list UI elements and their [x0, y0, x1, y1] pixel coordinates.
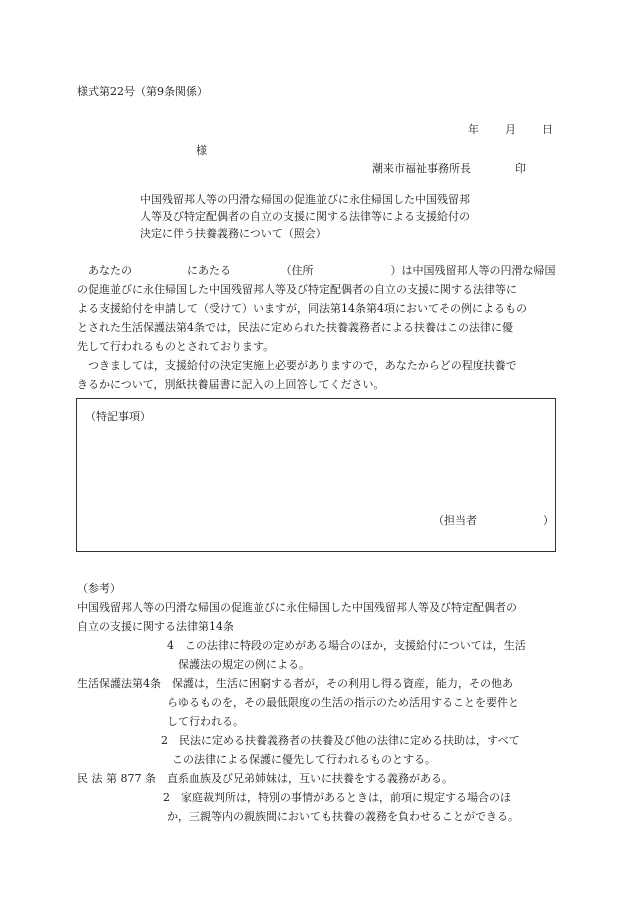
- body-line: つきましては，支援給付の決定実施上必要がありますので，あなたからどの程度扶養で: [77, 359, 517, 372]
- body-line: の促進並びに永住帰国した中国残留邦人等及び特定配偶者の自立の支援に関する法律等に: [77, 283, 517, 296]
- addressee-suffix: 様: [196, 144, 207, 157]
- law-name-line: 中国残留邦人等の円滑な帰国の促進並びに永住帰国した中国残留邦人等及び特定配偶者の: [77, 601, 517, 614]
- staff-in-charge-label: （担当者 ）: [433, 514, 554, 527]
- form-number: 様式第22号（第9条関係）: [77, 85, 208, 98]
- document-title: [140, 191, 520, 242]
- title-line: 決定に伴う扶養義務について（照会）: [140, 227, 327, 240]
- body-line: よる支援給付を申請して（受けて）いますが，同法第14条第4項においてその例によるもの: [77, 302, 527, 315]
- body-line: あなたの にあたる （住所 ）は中国残留邦人等の円滑な帰国: [77, 264, 556, 277]
- special-notes-box[interactable]: [76, 398, 556, 552]
- civil-877-item2-line: 2 家庭裁判所は，特別の事情があるときは，前項に規定する場合のほ: [163, 791, 511, 804]
- civil-877-line: 民 法 第 877 条 直系血族及び兄弟姉妹は，互いに扶養をする義務がある。: [77, 772, 453, 785]
- body-paragraph: [77, 261, 557, 394]
- sender-name: 潮来市福祉事務所長: [372, 162, 471, 175]
- special-notes-label: （特記事項）: [85, 410, 151, 423]
- law-name-line: 自立の支援に関する法律第14条: [77, 620, 234, 633]
- seiho-item2-line: 2 民法に定める扶養義務者の扶養及び他の法律に定める扶助は，すべて: [161, 734, 520, 747]
- date-day-label: 日: [542, 123, 553, 136]
- reference-section: [77, 579, 526, 826]
- title-line: 中国残留邦人等の円滑な帰国の促進並びに永住帰国した中国残留邦: [140, 193, 470, 206]
- body-line: 先して行われるものとされております。: [77, 340, 275, 353]
- date-month-label: 月: [505, 123, 516, 136]
- seiho-item2-line: この法律による保護に優先して行われるものとする。: [161, 753, 436, 766]
- sender-line: [372, 159, 526, 178]
- seiho-article4-line: らゆるものを，その最低限度の生活の指示のため活用することを要件と: [167, 696, 519, 709]
- body-line: とされた生活保護法第4条では，民法に定められた扶養義務者による扶養はこの法律に優: [77, 321, 513, 334]
- law14-item4-line: 4 この法律に特段の定めがある場合のほか，支援給付については，生活: [167, 639, 526, 652]
- stamp-mark: 印: [515, 162, 526, 175]
- date-year-label: 年: [468, 123, 479, 136]
- date-line: [468, 120, 553, 139]
- seiho-article4-line: 生活保護法第4条 保護は，生活に困窮する者が，その利用し得る資産，能力，その他あ: [77, 677, 513, 690]
- title-line: 人等及び特定配偶者の自立の支援に関する法律等による支援給付の: [140, 210, 470, 223]
- seiho-article4-line: して行われる。: [167, 715, 244, 728]
- civil-877-item2-line: か，三親等内の親族間においても扶養の義務を負わせることができる。: [167, 810, 519, 823]
- law14-item4-line: 保護法の規定の例による。: [167, 658, 310, 671]
- reference-heading: （参考）: [77, 582, 121, 595]
- body-line: きるかについて，別紙扶養届書に記入の上回答してください。: [77, 378, 385, 391]
